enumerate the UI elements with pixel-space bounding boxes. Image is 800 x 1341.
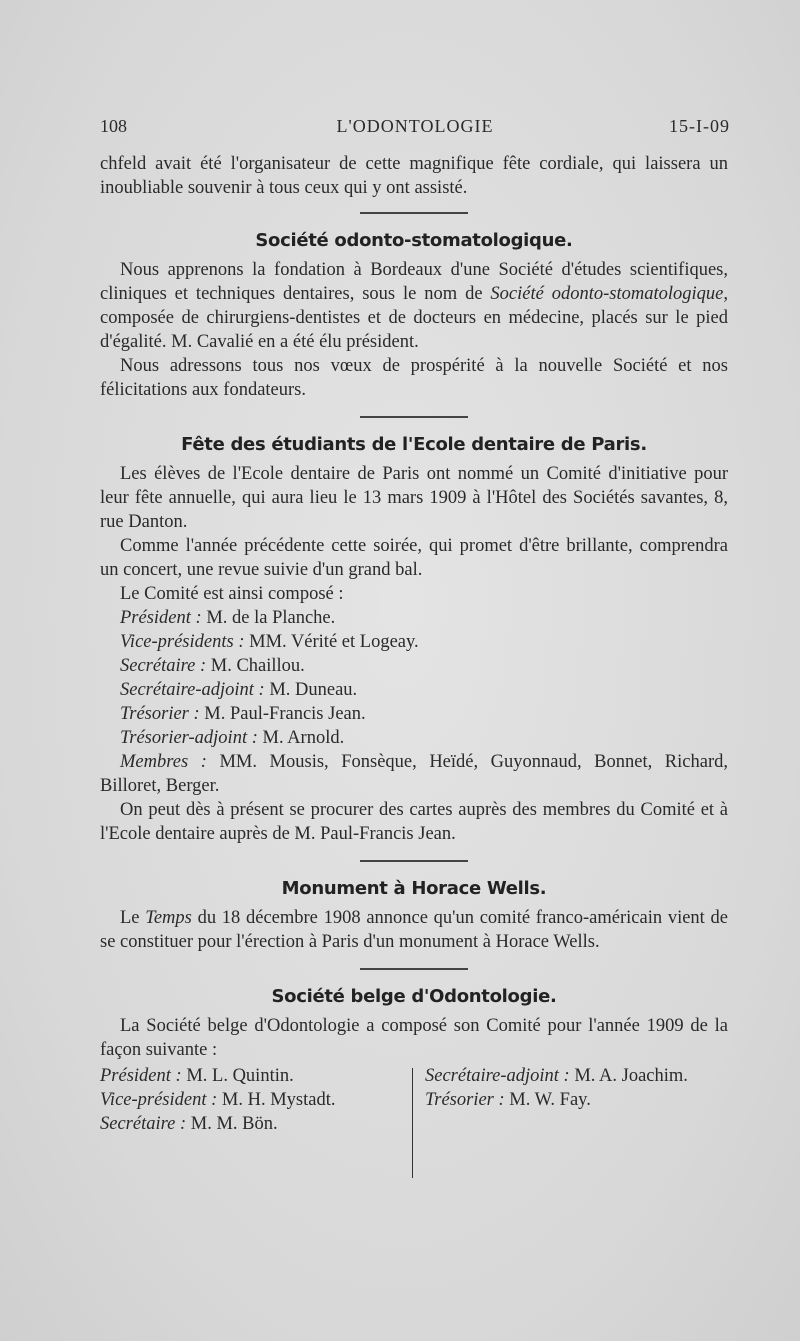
section-rule	[360, 212, 468, 214]
text: Nous apprenons la fondation à Bordeaux d'une Société d'études scientifiques, cliniques et techniques dentaires, sous le nom de	[100, 260, 728, 304]
section-rule	[360, 416, 468, 418]
issue-date: 15-I-09	[669, 116, 730, 136]
committee-members: Membres : MM. Mousis, Fonsèque, Heïdé, Guyonnaud, Bonnet, Richard, Billoret, Berger.	[100, 752, 728, 796]
committee-entry: Trésorier : M. Paul-Francis Jean.	[120, 704, 366, 724]
paragraph	[100, 258, 728, 354]
paragraph: Le Comité est ainsi composé :	[120, 584, 344, 604]
paragraph: Les élèves de l'Ecole dentaire de Paris ont nommé un Comité d'initiative pour leur fête annuelle, qui aura lieu le 13 mars 1909 à l'Hôtel des Sociétés savantes, 8, rue Danton.	[100, 464, 728, 532]
running-header	[100, 116, 730, 142]
committee-entry: Trésorier : M. W. Fay.	[425, 1090, 591, 1110]
section-rule	[360, 968, 468, 970]
main-column	[100, 152, 728, 1144]
section-title-odonto-stomatologique: Société odonto-stomatologique.	[255, 230, 573, 251]
paragraph: Le Temps du 18 décembre 1908 annonce qu'un comité franco-américain vient de se constituer pour l'érection à Paris d'un monument à Horace Wells.	[100, 908, 728, 952]
committee-entry: Secrétaire : M. M. Bön.	[100, 1114, 278, 1134]
committee-entry: Secrétaire : M. Chaillou.	[120, 656, 305, 676]
section-rule	[360, 860, 468, 862]
committee-entry: Vice-président : M. H. Mystadt.	[100, 1090, 336, 1110]
text: composée de chirurgiens-dentistes et de docteurs en médecine, placés sur le pied d'égalité. M. Cavalié en a été élu président.	[100, 308, 728, 352]
paragraph: On peut dès à présent se procurer des cartes auprès des membres du Comité et à l'Ecole dentaire auprès de M. Paul-Francis Jean.	[100, 800, 728, 844]
committee-entry: Secrétaire-adjoint : M. A. Joachim.	[425, 1066, 688, 1086]
italic-text: Société odonto-stomatologique,	[490, 284, 728, 304]
committee-entry: Vice-présidents : MM. Vérité et Logeay.	[120, 632, 419, 652]
intro-paragraph: chfeld avait été l'organisateur de cette magnifique fête cordiale, qui laissera un inoubliable souvenir à tous ceux qui y ont assisté.	[100, 154, 728, 198]
journal-title: L'ODONTOLOGIE	[336, 116, 494, 136]
page-number: 108	[100, 116, 127, 136]
committee-right-column	[425, 1064, 730, 1112]
committee-entry: Président : M. L. Quintin.	[100, 1066, 294, 1086]
section-title-societe-belge: Société belge d'Odontologie.	[271, 986, 557, 1007]
committee-list	[100, 606, 728, 750]
belgian-committee	[100, 1064, 728, 1144]
column-divider	[412, 1068, 413, 1178]
paragraph: Comme l'année précédente cette soirée, qui promet d'être brillante, comprendra un concert, une revue suivie d'un grand bal.	[100, 536, 728, 580]
committee-left-column	[100, 1064, 405, 1136]
paragraph: La Société belge d'Odontologie a composé son Comité pour l'année 1909 de la façon suivante :	[100, 1016, 728, 1060]
committee-entry: Président : M. de la Planche.	[120, 608, 336, 628]
committee-entry: Secrétaire-adjoint : M. Duneau.	[120, 680, 358, 700]
section-title-fete-etudiants: Fête des étudiants de l'Ecole dentaire de Paris.	[181, 434, 647, 455]
paragraph: Nous adressons tous nos vœux de prospérité à la nouvelle Société et nos félicitations aux fondateurs.	[100, 356, 728, 400]
section-title-horace-wells: Monument à Horace Wells.	[281, 878, 547, 899]
committee-entry: Trésorier-adjoint : M. Arnold.	[120, 728, 345, 748]
